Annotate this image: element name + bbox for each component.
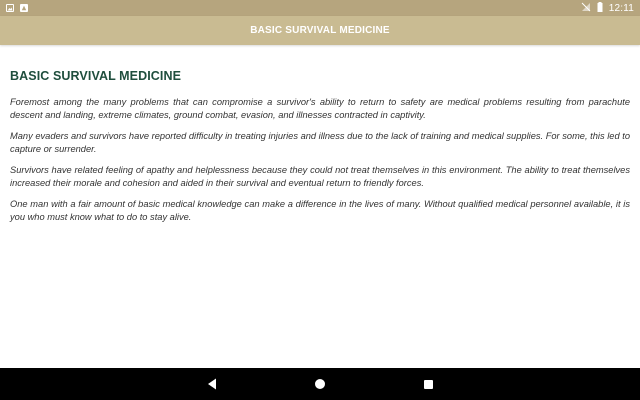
navigation-bar <box>0 368 640 400</box>
article-paragraph-4: One man with a fair amount of basic medical knowledge can make a difference in the lives of many. Without qualified medical personnel available, it is you who must know what to do to stay alive. <box>10 199 630 222</box>
recents-button[interactable] <box>408 368 448 400</box>
article-paragraph-1: Foremost among the many problems that can compromise a survivor's ability to return to safety are medical problems resulting from parachute descent and landing, extreme climates, ground combat, evasion, and illnesses contracted in captivity. <box>10 97 630 120</box>
battery-icon <box>597 0 603 17</box>
status-right-icons <box>581 0 634 17</box>
app-title: BASIC SURVIVAL MEDICINE <box>250 25 390 36</box>
image-notification-icon <box>6 4 14 12</box>
home-button[interactable] <box>300 368 340 400</box>
article-heading: BASIC SURVIVAL MEDICINE <box>10 69 182 83</box>
recents-icon <box>424 380 433 389</box>
clock: 12:11 <box>608 2 634 14</box>
status-left-icons <box>6 4 28 12</box>
status-bar <box>0 0 640 16</box>
app-bar <box>0 16 640 45</box>
home-icon <box>315 379 325 389</box>
app-notification-icon <box>20 4 28 12</box>
article-content[interactable] <box>0 45 640 368</box>
article-paragraph-2: Many evaders and survivors have reported difficulty in treating injuries and illness due to the lack of training and medical supplies. For some, this led to capture or surrender. <box>10 131 630 154</box>
back-icon <box>207 378 217 390</box>
back-button[interactable] <box>192 368 232 400</box>
article-paragraph-3: Survivors have related feeling of apathy and helplessness because they could not treat themselves in this environment. The ability to treat themselves increased their morale and cohesion and aided in their survival and eventual return to friendly forces. <box>10 165 630 188</box>
signal-icon <box>581 0 591 17</box>
